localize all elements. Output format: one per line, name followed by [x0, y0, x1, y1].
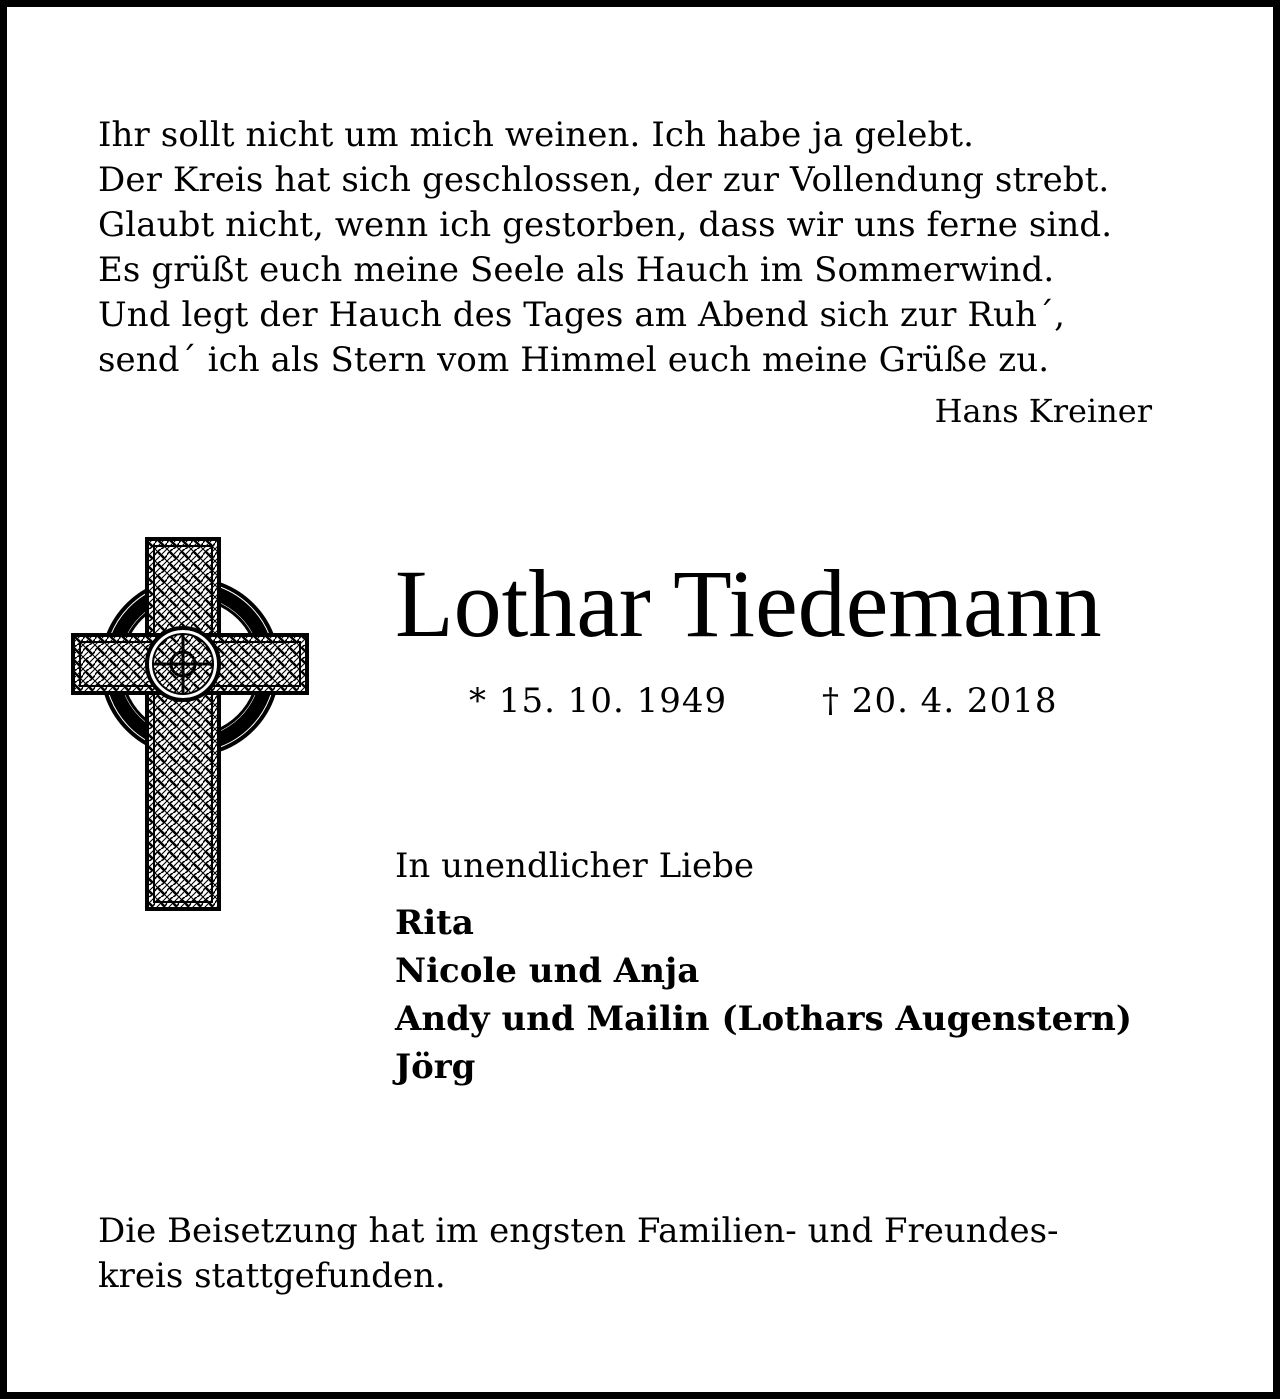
poem-line: Der Kreis hat sich geschlossen, der zur Vollendung strebt.	[98, 160, 1110, 200]
poem	[98, 113, 1198, 383]
poem-line: Es grüßt euch meine Seele als Hauch im Sommerwind.	[98, 250, 1055, 290]
mourner-name: Jörg	[395, 1047, 476, 1087]
mourners-intro: In unendlicher Liebe	[395, 846, 755, 886]
mourners-list	[395, 899, 1132, 1091]
death-date: † 20. 4. 2018	[822, 681, 1058, 721]
burial-notice	[98, 1209, 1198, 1299]
notice-line: Die Beisetzung hat im engsten Familien- und Freundes-	[98, 1211, 1059, 1251]
poem-line: send´ ich als Stern vom Himmel euch meine Grüße zu.	[98, 340, 1050, 380]
notice-line: kreis stattgefunden.	[98, 1256, 446, 1296]
poem-line: Und legt der Hauch des Tages am Abend sich zur Ruh´,	[98, 295, 1066, 335]
celtic-cross-icon	[71, 537, 309, 911]
mourner-name: Rita	[395, 903, 474, 943]
deceased-name: Lothar Tiedemann	[395, 550, 1102, 657]
mourner-name: Andy und Mailin (Lothars Augenstern)	[395, 999, 1132, 1039]
birth-date: * 15. 10. 1949	[469, 681, 728, 721]
poem-author: Hans Kreiner	[934, 392, 1152, 430]
mourner-name: Nicole und Anja	[395, 951, 700, 991]
poem-line: Ihr sollt nicht um mich weinen. Ich habe ja gelebt.	[98, 115, 975, 155]
poem-line: Glaubt nicht, wenn ich gestorben, dass wir uns ferne sind.	[98, 205, 1113, 245]
